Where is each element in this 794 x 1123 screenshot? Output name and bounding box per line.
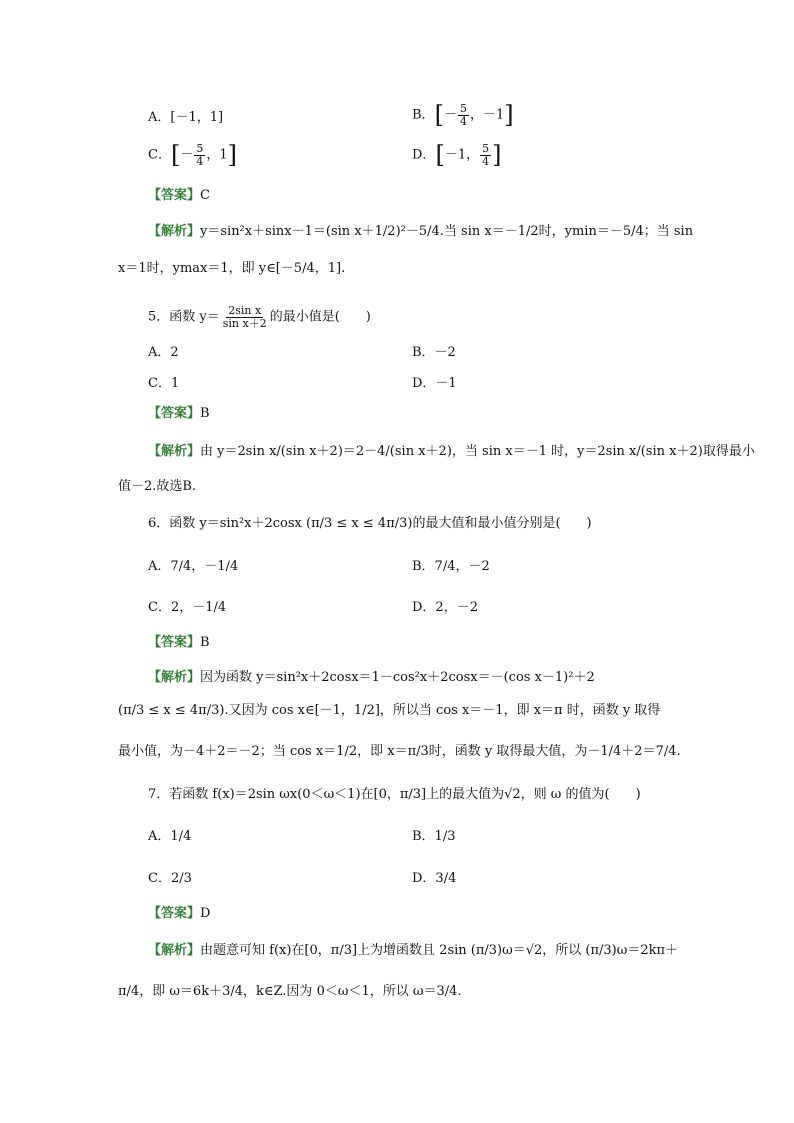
q7-analysis-line1: 【解析】由题意可知 f(x)在[0，π/3]上为增函数且 2sin (π/3)ω＝√2，所以 (π/3)ω＝2kπ＋ [148,943,679,958]
q5-option-b: B．－2 [412,345,456,360]
q4-option-c: C．[－ $\frac{5}{4}$ ，1] [148,141,237,170]
q6-option-d: D．2，－2 [412,600,478,615]
q5-analysis-line1: 【解析】由 y＝2sin x/(sin x＋2)＝2－4/(sin x＋2)，当 sin x＝－1 时，y＝2sin x/(sin x＋2)取得最小 [148,444,755,459]
q4-analysis-line2: x＝1时，ymax＝1，即 y∈[－5/4，1]. [118,261,346,276]
q6-answer: 【答案】B [148,635,210,650]
q6-analysis-line1: 【解析】因为函数 y＝sin²x＋2cosx＝1－cos²x＋2cosx＝－(cos x－1)²＋2 [148,670,595,685]
q5-analysis-line2: 值－2.故选B. [118,479,197,494]
q6-analysis-line3: 最小值，为－4＋2＝－2；当 cos x＝1/2，即 x＝π/3时，函数 y 取得最大值，为－1/4＋2＝7/4. [118,744,681,759]
q5-option-a: A．2 [148,345,179,360]
q5-option-d: D．－1 [412,376,457,391]
q6-option-a: A．7/4，－1/4 [148,559,239,574]
q6-stem: 6．函数 y＝sin²x＋2cosx (π/3 ≤ x ≤ 4π/3)的最大值和最小值分别是( ) [148,516,592,531]
q7-option-a: A．1/4 [148,829,192,844]
q4-option-a: A．[－1，1] [148,110,224,125]
q4-answer: 【答案】C [148,188,210,203]
q4-option-b: B．[－ $\frac{5}{4}$ ，－1] [412,101,514,130]
q7-option-d: D．3/4 [412,871,457,886]
q7-option-c: C．2/3 [148,871,192,886]
q4-analysis-line1: 【解析】y＝sin²x＋sinx－1＝(sin x＋1/2)²－5/4.当 sin x＝－1/2时，ymin＝－5/4；当 sin [148,224,694,239]
q7-analysis-line2: π/4，即 ω＝6k＋3/4，k∈Z.因为 0＜ω＜1，所以 ω＝3/4. [118,984,462,999]
q7-answer: 【答案】D [148,906,211,921]
q7-stem: 7．若函数 f(x)＝2sin ωx(0＜ω＜1)在[0，π/3]上的最大值为√2，则 ω 的值为( ) [148,787,641,802]
q6-analysis-line2: (π/3 ≤ x ≤ 4π/3).又因为 cos x∈[－1，1/2]，所以当 cos x＝－1，即 x＝π 时，函数 y 取得 [118,703,661,718]
q5-stem: 5．函数 y＝ $\frac{\text{2sin x}}{\text{sin x＋2}}$ 的最小值是( ) [148,304,371,330]
q6-option-b: B．7/4，－2 [412,559,490,574]
q5-option-c: C．1 [148,376,180,391]
q5-answer: 【答案】B [148,406,210,421]
q4-option-d: D．[－1， $\frac{5}{4}$ ] [412,141,502,170]
q7-option-b: B．1/3 [412,829,456,844]
q6-option-c: C．2，－1/4 [148,600,227,615]
